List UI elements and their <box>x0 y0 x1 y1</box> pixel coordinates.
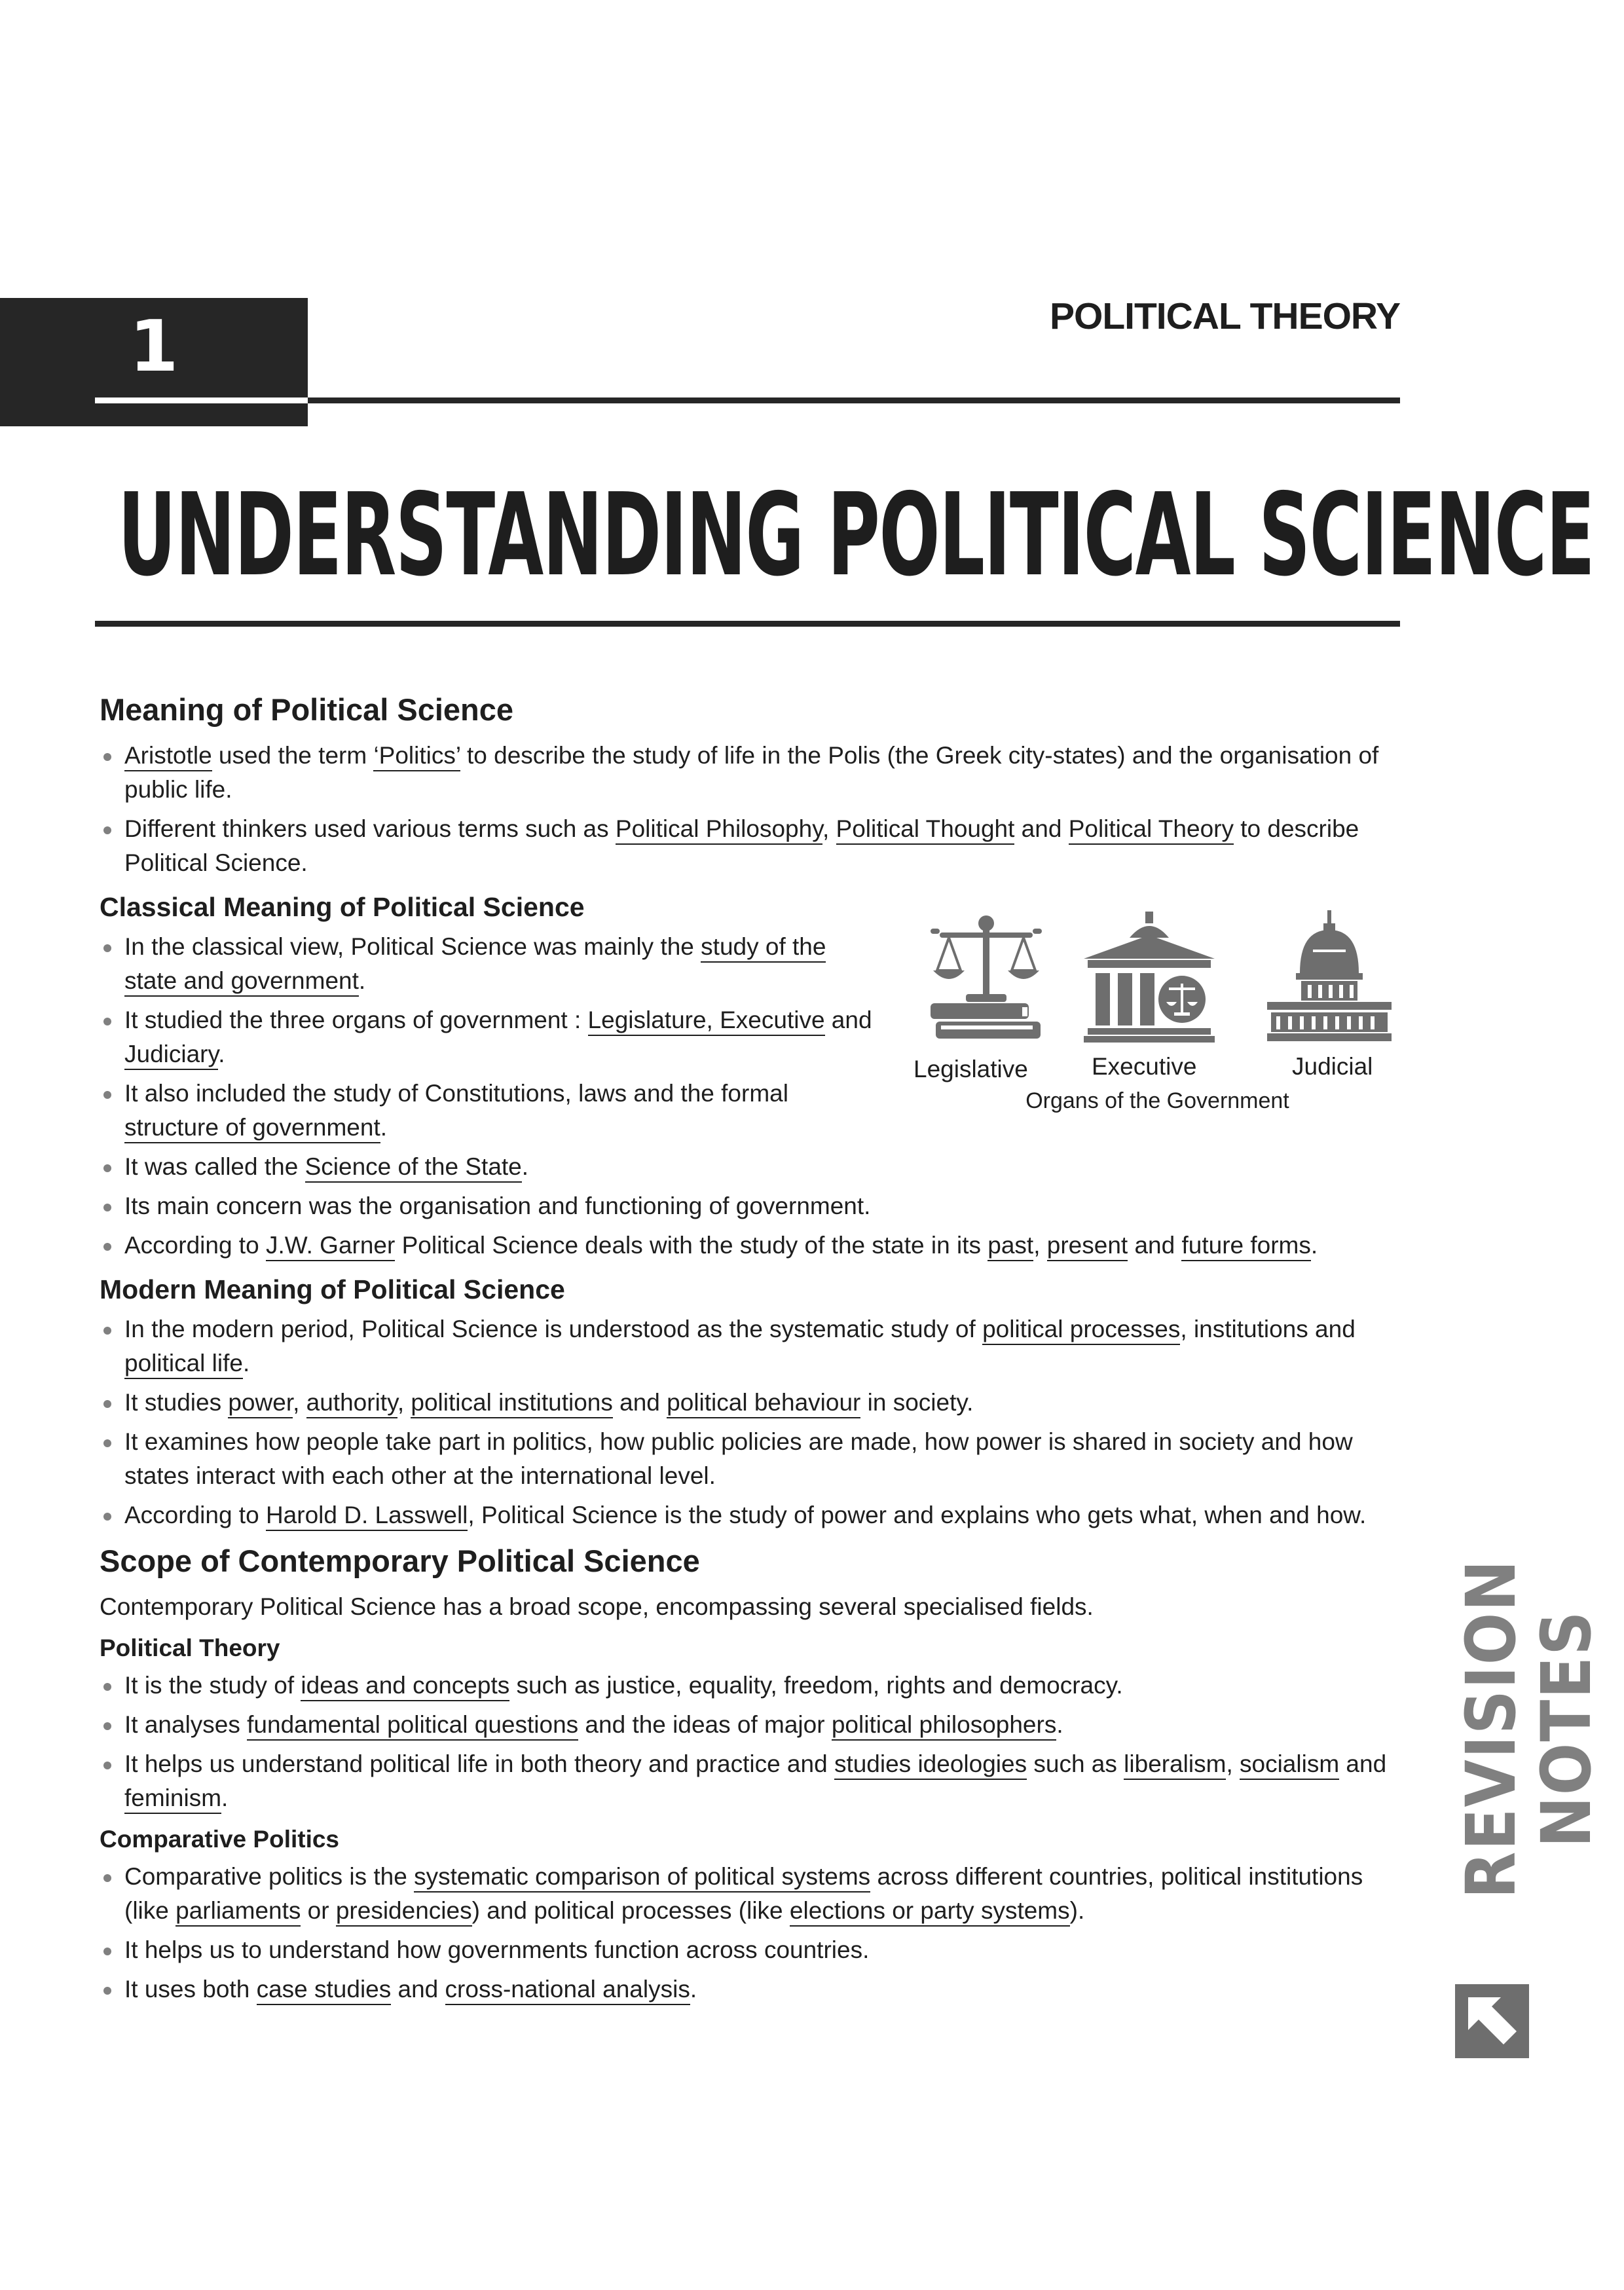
arrow-up-left-icon <box>1455 1984 1529 2058</box>
list-item: According to Harold D. Lasswell, Political Science is the study of power and explains who gets what, when and how. <box>100 1498 1399 1532</box>
unit-title: POLITICAL THEORY <box>1049 295 1400 337</box>
chapter-number: 1 <box>129 306 179 388</box>
list-item: It analyses fundamental political questions and the ideas of major political philosophers. <box>100 1708 1399 1742</box>
list-item: In the modern period, Political Science is understood as the systematic study of political processes, institutions and political life. <box>100 1312 1399 1380</box>
page-title: UNDERSTANDING POLITICAL SCIENCE <box>118 469 1595 602</box>
list-item: In the classical view, Political Science was mainly the study of the state and government. <box>100 930 884 998</box>
section-heading-modern: Modern Meaning of Political Science <box>100 1274 565 1304</box>
legislative-label: Legislative <box>913 1056 1028 1082</box>
section-heading-meaning: Meaning of Political Science <box>100 692 514 727</box>
list-item: Different thinkers used various terms such as Political Philosophy, Political Thought and Political Theory to describe Political Science. <box>100 812 1399 880</box>
list-item: It uses both case studies and cross-national analysis. <box>100 1972 1399 2006</box>
chapter-number-underline <box>95 397 308 403</box>
page-content <box>100 681 1399 2012</box>
section-heading-scope: Scope of Contemporary Political Science <box>100 1543 700 1578</box>
section-heading-classical: Classical Meaning of Political Science <box>100 892 585 922</box>
list-item: According to J.W. Garner Political Science deals with the study of the state in its past, present and future forms. <box>100 1228 1399 1263</box>
comparative-politics-list <box>100 1860 1399 2006</box>
list-item: It was called the Science of the State. <box>100 1150 1399 1184</box>
list-item: Its main concern was the organisation and functioning of government. <box>100 1189 1399 1223</box>
title-rule <box>95 621 1400 627</box>
meaning-list <box>100 739 1399 880</box>
executive-label: Executive <box>1092 1053 1197 1080</box>
scope-intro: Contemporary Political Science has a broad scope, encompassing several specialised fields. <box>100 1593 1094 1620</box>
modern-list <box>100 1312 1399 1532</box>
revision-notes-label: REVISION NOTES <box>1451 1559 1606 1899</box>
list-item: It helps us understand political life in both theory and practice and studies ideologies such as liberalism, socialism and feminism. <box>100 1747 1399 1815</box>
political-theory-list <box>100 1669 1399 1815</box>
list-item: It studies power, authority, political institutions and political behaviour in society. <box>100 1386 1399 1420</box>
arrow-up-left-icon-glyph <box>1455 1984 1529 2058</box>
list-item: It also included the study of Constitutions, laws and the formal structure of government. <box>100 1077 884 1145</box>
list-item: It examines how people take part in politics, how public policies are made, how power is shared in society and how states interact with each other at the international level. <box>100 1425 1399 1493</box>
subheading-political-theory: Political Theory <box>100 1634 280 1661</box>
list-item: It studied the three organs of government : Legislature, Executive and Judiciary. <box>100 1003 884 1071</box>
list-item: It is the study of ideas and concepts such as justice, equality, freedom, rights and democracy. <box>100 1669 1399 1703</box>
header-rule <box>308 397 1400 403</box>
subheading-comparative-politics: Comparative Politics <box>100 1826 340 1853</box>
list-item: Aristotle used the term ‘Politics’ to describe the study of life in the Polis (the Greek city-states) and the organisation of public life. <box>100 739 1399 807</box>
classical-list <box>100 930 1399 1145</box>
revision-notes-tab <box>1451 1487 1606 1971</box>
judicial-label: Judicial <box>1292 1053 1373 1080</box>
classical-list-continued <box>100 1150 1399 1263</box>
list-item: It helps us to understand how governments function across countries. <box>100 1933 1399 1967</box>
list-item: Comparative politics is the systematic comparison of political systems across different countries, political institutions (like parliaments or presidencies) and political processes (like elections or party systems). <box>100 1860 1399 1928</box>
figure-caption: Organs of the Government <box>1025 1088 1289 1113</box>
